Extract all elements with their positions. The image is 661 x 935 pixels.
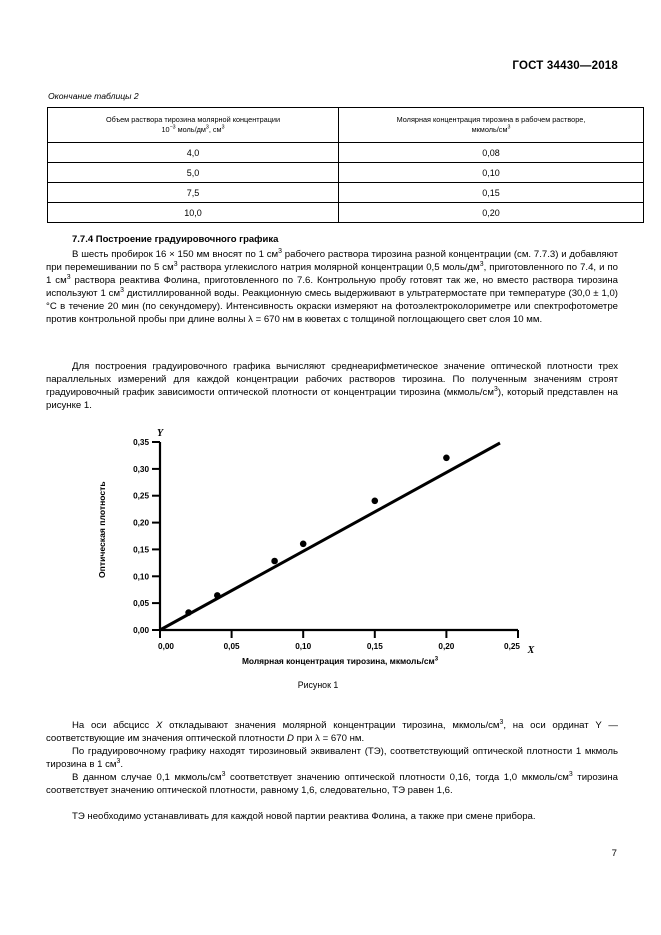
x-axis-title: Молярная концентрация тирозина, мкмоль/$см^3$ [241, 656, 439, 666]
p1-c: раствора углекислого натрия молярной концентрации 0,5 моль/дм [177, 262, 480, 274]
p1-f: дистиллированной воды. Реакционную смесь выдерживают в ультратермостате при температуре (30,0 ± 1,0) °С в течение 20 мин (по секундомеру). Интенсивность окраски измеряют на фотоэлектроколориметре или спектрофотометре против контрольной пробы при длине волны λ = 670 нм в кюветах с толщиной поглощающего свет слоя 10 мм. [46, 288, 618, 326]
section-heading: 7.7.4 Построение градуировочного графика [72, 234, 279, 245]
column-header-concentration-line2-pre: мкмоль/см [471, 125, 508, 134]
p2-a: Для построения градуировочного графика вычисляют среднеарифметическое значение оптической плотности трех параллельных измерений для каждой концентрации рабочих растворов тирозина. По полученным значениям строят градуировочный график зависимости оптической плотности от концентрации тирозина (мкмоль/см [46, 361, 618, 399]
data-point [300, 541, 307, 548]
table-row [48, 203, 644, 223]
cell-volume: 10,0 [48, 203, 339, 223]
x-tick-labels [158, 642, 520, 651]
x-axis-title-sup: 3 [434, 656, 439, 663]
y-tick-label: 0,20 [133, 518, 149, 528]
x-tick-label: 0,00 [158, 642, 174, 651]
x-tick-label: 0,20 [438, 642, 455, 651]
p3-b: откладывают значения молярной концентрации тирозина, мкмоль/см [162, 720, 500, 731]
p3-a: На оси абсцисс [72, 720, 156, 731]
y-tick-label: 0,30 [133, 464, 149, 474]
sup-cm3: 3 [499, 718, 504, 726]
sup-cm3: 3 [493, 385, 498, 393]
sup-cm3: 3 [120, 286, 124, 294]
y-tick-label: 0,00 [133, 626, 149, 635]
cell-volume: 4,0 [48, 143, 339, 163]
y-axis-title: Оптическая плотность [97, 481, 107, 578]
cell-concentration: 0,15 [339, 183, 644, 203]
p4-b: . [120, 759, 124, 771]
table-header-row [48, 108, 644, 143]
data-points [185, 455, 449, 616]
table-body [48, 143, 644, 223]
cell-concentration: 0,08 [339, 143, 644, 163]
column-header-concentration-line1: Молярная концентрация тирозина в рабочем растворе, [396, 115, 586, 125]
y-axis-symbol: Y [156, 428, 164, 439]
x-tick-label: 0,15 [366, 642, 383, 651]
cell-volume: 5,0 [48, 163, 339, 183]
y-tick-label: 0,25 [133, 491, 149, 501]
column-header-volume-sup2: 3 [205, 124, 209, 131]
sup-cm3: 3 [116, 757, 121, 765]
p3-e: при λ = 670 нм. [293, 733, 365, 745]
column-header-concentration [339, 108, 644, 143]
sup-cm3: 3 [66, 273, 71, 281]
y-tick-labels [133, 438, 149, 635]
paragraph-calibration [46, 360, 618, 412]
table-row [48, 163, 644, 183]
column-header-volume-line2-post: , см [208, 125, 222, 134]
p2-b: ), который представлен на рисунке 1. [46, 387, 619, 412]
p1-a: В шесть пробирок 16 × 150 мм вносят по 1 см [72, 249, 279, 260]
p5-a: В данном случае 0,1 мкмоль/см [72, 772, 222, 783]
data-point [271, 558, 278, 565]
column-header-volume [48, 108, 339, 143]
sup-dm3: 3 [479, 260, 484, 268]
table-row [48, 183, 644, 203]
paragraph-note [46, 810, 618, 823]
x-tick-label: 0,10 [295, 642, 312, 651]
data-point [372, 498, 379, 505]
table-caption: Окончание таблицы 2 [48, 91, 139, 101]
p1-d: , приготовленного по 7.4, и по 1 см [46, 262, 618, 287]
paragraph-procedure [46, 248, 618, 326]
p1-b: рабочего раствора тирозина разной концентрации (см. 7.7.3) и добавляют при перемешивании по 5 см [46, 249, 618, 274]
paragraph-tyrosine-equivalent [46, 745, 618, 771]
sup-cm3: 3 [568, 770, 573, 778]
x-axis-symbol: X [527, 645, 535, 656]
standard-header: ГОСТ 34430—2018 [512, 60, 618, 72]
cell-volume: 7,5 [48, 183, 339, 203]
p3-d-symbol: D [287, 733, 294, 745]
regression-line [160, 443, 500, 630]
p1-e: раствора реактива Фолина, приготовленного по 7.6. Контрольную пробу готовят так же, но вместо раствора тирозина используют 1 см [46, 275, 618, 300]
data-point [443, 455, 450, 462]
x-tick-label: 0,25 [504, 642, 520, 651]
y-tick-label: 0,05 [133, 599, 149, 609]
page-number: 7 [611, 848, 617, 859]
column-header-volume-line1: Объем раствора тирозина молярной концентрации [105, 115, 281, 125]
y-tick-label: 0,35 [133, 438, 149, 447]
sup-cm3: 3 [173, 260, 178, 268]
p5-b: соответствует значению оптической плотности 0,16, тогда 1,0 мкмоль/см [225, 772, 569, 783]
p3-x-symbol: X [156, 720, 163, 731]
x-tick-label: 0,05 [223, 642, 240, 651]
cell-concentration: 0,20 [339, 203, 644, 223]
concentration-table [47, 107, 644, 223]
p3-c: , на оси ординат Y — соответствующие им значения оптической плотности [46, 720, 618, 745]
column-header-volume-sup3: 3 [221, 124, 225, 131]
y-tick-label: 0,15 [133, 545, 149, 555]
y-tick-label: 0,10 [133, 572, 149, 582]
table-head [48, 108, 644, 143]
sup-cm3: 3 [221, 770, 226, 778]
p6-a: ТЭ необходимо устанавливать для каждой новой партии реактива Фолина, а также при смене прибора. [72, 811, 536, 822]
column-header-volume-sup1: −3 [169, 124, 176, 131]
calibration-figure [88, 428, 588, 690]
column-header-volume-line2-mid: моль/дм [175, 125, 206, 134]
sup-cm3: 3 [278, 247, 282, 255]
calibration-chart [88, 428, 588, 678]
data-point [214, 592, 221, 599]
x-axis-ticks [160, 630, 518, 638]
column-header-concentration-sup: 3 [507, 124, 511, 131]
y-axis-ticks [152, 442, 160, 630]
table-row [48, 143, 644, 163]
cell-concentration: 0,10 [339, 163, 644, 183]
data-point [185, 609, 192, 616]
paragraph-example [46, 771, 618, 797]
figure-caption: Рисунок 1 [297, 680, 339, 690]
p4-a: По градуировочному графику находят тирозиновый эквивалент (ТЭ), соответствующий оптической плотности 1 мкмоль тирозина в 1 см [46, 746, 618, 771]
column-header-volume-line2-pre: 10 [161, 125, 170, 134]
paragraph-axes-description [46, 719, 618, 745]
p5-c: тирозина соответствует значению оптической плотности, равному 1,6, следовательно, ТЭ равен 1,6. [46, 772, 619, 797]
